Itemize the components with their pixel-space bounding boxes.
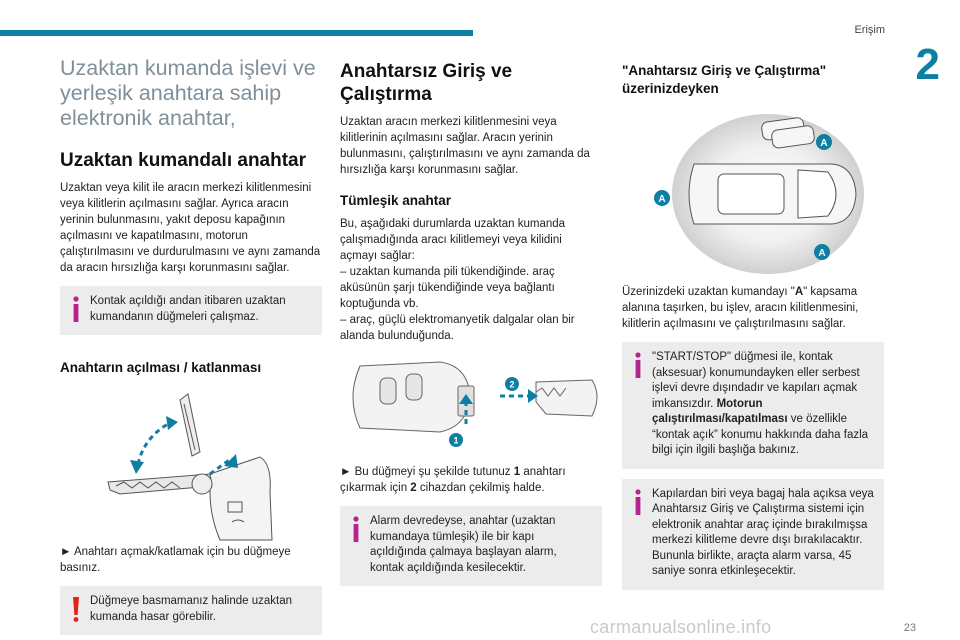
hands-free-paragraph xyxy=(622,284,884,332)
header-accent-bar xyxy=(0,30,473,36)
key-fold-drawing xyxy=(60,382,322,542)
hands-free-text-1: Üzerinizdeki uzaktan kumandayı " xyxy=(622,286,795,298)
start-stop-info-text: "START/STOP" düğmesi ile, kontak (aksesuar) konumundayken eller serbest işlevi devre dışındadır ve kapıları açmak imkansızdır. xyxy=(652,351,860,410)
column-3 xyxy=(622,56,884,590)
column-1 xyxy=(60,56,322,635)
remote-key-paragraph: Uzaktan veya kilit ile aracın merkezi kilitlenmesini veya kilitlerin açılmasını sağlar. Ayrıca aracın yerinin bulunmasını, yakıt deposu kapağının açılmasını ve kapatılmasını, motorun çalıştırılmasını ve durdurulmasını ve aynı zamanda da aracın hırsızlığa karşı korunmasını sağlar. xyxy=(60,182,321,274)
zone-label-left: A xyxy=(658,194,666,205)
info-icon xyxy=(631,488,645,516)
extract-instruction-ref-2: 2 xyxy=(410,482,417,494)
locking-info-note xyxy=(622,479,884,590)
remote-key-heading: Uzaktan kumandalı anahtar xyxy=(60,150,307,171)
hands-free-heading: "Anahtarsız Giriş ve Çalıştırma" üzerinizdeyken xyxy=(622,63,827,96)
keyless-paragraph: Uzaktan aracın merkezi kilitlenmesini veya kilitlerinin açılmasını sağlar. Aracın yerinin bulunmasını, çalıştırılmasını ve aynı zamanda da hırsızlığa karşı korunmasını sağlar. xyxy=(340,116,590,176)
integrated-key-illustration xyxy=(340,356,602,454)
warning-note xyxy=(60,586,322,635)
callout-2: 2 xyxy=(509,379,515,390)
key-fold-illustration xyxy=(60,382,322,542)
integrated-key-intro: Bu, aşağıdaki durumlarda uzaktan kumanda çalışmadığında aracı kilitlemeyi veya kilidini açmayı sağlar: xyxy=(340,218,566,262)
extract-instruction-text-1: ► Bu düğmeyi şu şekilde tutunuz xyxy=(340,466,514,478)
integrated-key-drawing xyxy=(340,356,602,454)
start-stop-bold-ref: Motorun çalıştırılması/kapatılması xyxy=(652,397,788,425)
extract-instruction xyxy=(340,464,602,496)
integrated-key-case-2: – araç, güçlü elektromanyetik dalgalar olan bir alanda bulunduğunda. xyxy=(340,314,575,342)
section-name: Erişim xyxy=(854,24,885,36)
callout-1: 1 xyxy=(453,435,459,446)
alarm-info-note xyxy=(340,506,602,586)
column-2 xyxy=(340,56,602,586)
warning-icon xyxy=(69,595,83,623)
warning-note-text: Düğmeye basmamanız halinde uzaktan kumanda hasar görebilir. xyxy=(90,595,293,623)
watermark: carmanualsonline.info xyxy=(590,617,772,637)
extract-instruction-ref-1: 1 xyxy=(513,466,521,478)
info-note-text: Kontak açıldığı andan itibaren uzaktan kumandanın düğmeleri çalışmaz. xyxy=(90,295,286,323)
keyless-heading: Anahtarsız Giriş ve Çalıştırma xyxy=(340,61,513,105)
chapter-number: 2 xyxy=(915,40,940,89)
info-note xyxy=(60,286,322,335)
start-stop-info-tail: ve özellikle “kontak açık” konumu hakkında daha fazla bilgi için ilgili başlığa bakınız. xyxy=(652,413,869,456)
start-stop-info-note xyxy=(622,342,884,469)
page-number: 23 xyxy=(903,622,916,634)
integrated-key-case-1: – uzaktan kumanda pili tükendiğinde. araç aküsünün şarjı tükendiğinde veya bağlantı koptuğunda vb. xyxy=(340,266,555,310)
info-icon xyxy=(631,351,645,379)
info-icon xyxy=(69,295,83,323)
info-icon xyxy=(349,515,363,543)
fold-instruction: ► Anahtarı açmak/katlamak için bu düğmeye basınız. xyxy=(60,546,291,574)
zone-label-top: A xyxy=(820,138,828,149)
chapter-subtitle: Uzaktan kumanda işlevi ve yerleşik anahtara sahip elektronik anahtar, xyxy=(60,56,316,130)
locking-info-text: Kapılardan biri veya bagaj hala açıksa veya Anahtarsız Giriş ve Çalıştırma sistemi için elektronik anahtar araç içinde bırakılmışsa merkezi kilitleme devre dışı bırakılacaktır. Bununla birlikte, araçta alarm varsa, 45 saniye sonra etkinleşecektir. xyxy=(652,487,874,577)
key-fold-heading: Anahtarın açılması / katlanması xyxy=(60,360,262,375)
detection-zone-illustration xyxy=(622,106,884,280)
alarm-info-text: Alarm devredeyse, anahtar (uzaktan kumandaya tümleşik) ile bir kapı açıldığında çalmaya başlayan alarm, kontak açıldığında kesilecektir. xyxy=(370,515,557,574)
hands-free-zone-ref: A xyxy=(794,286,804,298)
detection-zone-drawing xyxy=(622,106,884,280)
zone-label-bottom: A xyxy=(818,248,826,259)
extract-instruction-text-2: anahtarı çıkarmak için xyxy=(340,466,566,494)
extract-instruction-text-3: cihazdan çekilmiş halde. xyxy=(416,482,545,494)
hands-free-text-2: " kapsama alanına taşırken, bu işlev, aracın kilitlenmesini, kilitlerin açılmasını ve çalıştırılmasını sağlar. xyxy=(622,286,859,330)
integrated-key-heading: Tümleşik anahtar xyxy=(340,193,452,208)
